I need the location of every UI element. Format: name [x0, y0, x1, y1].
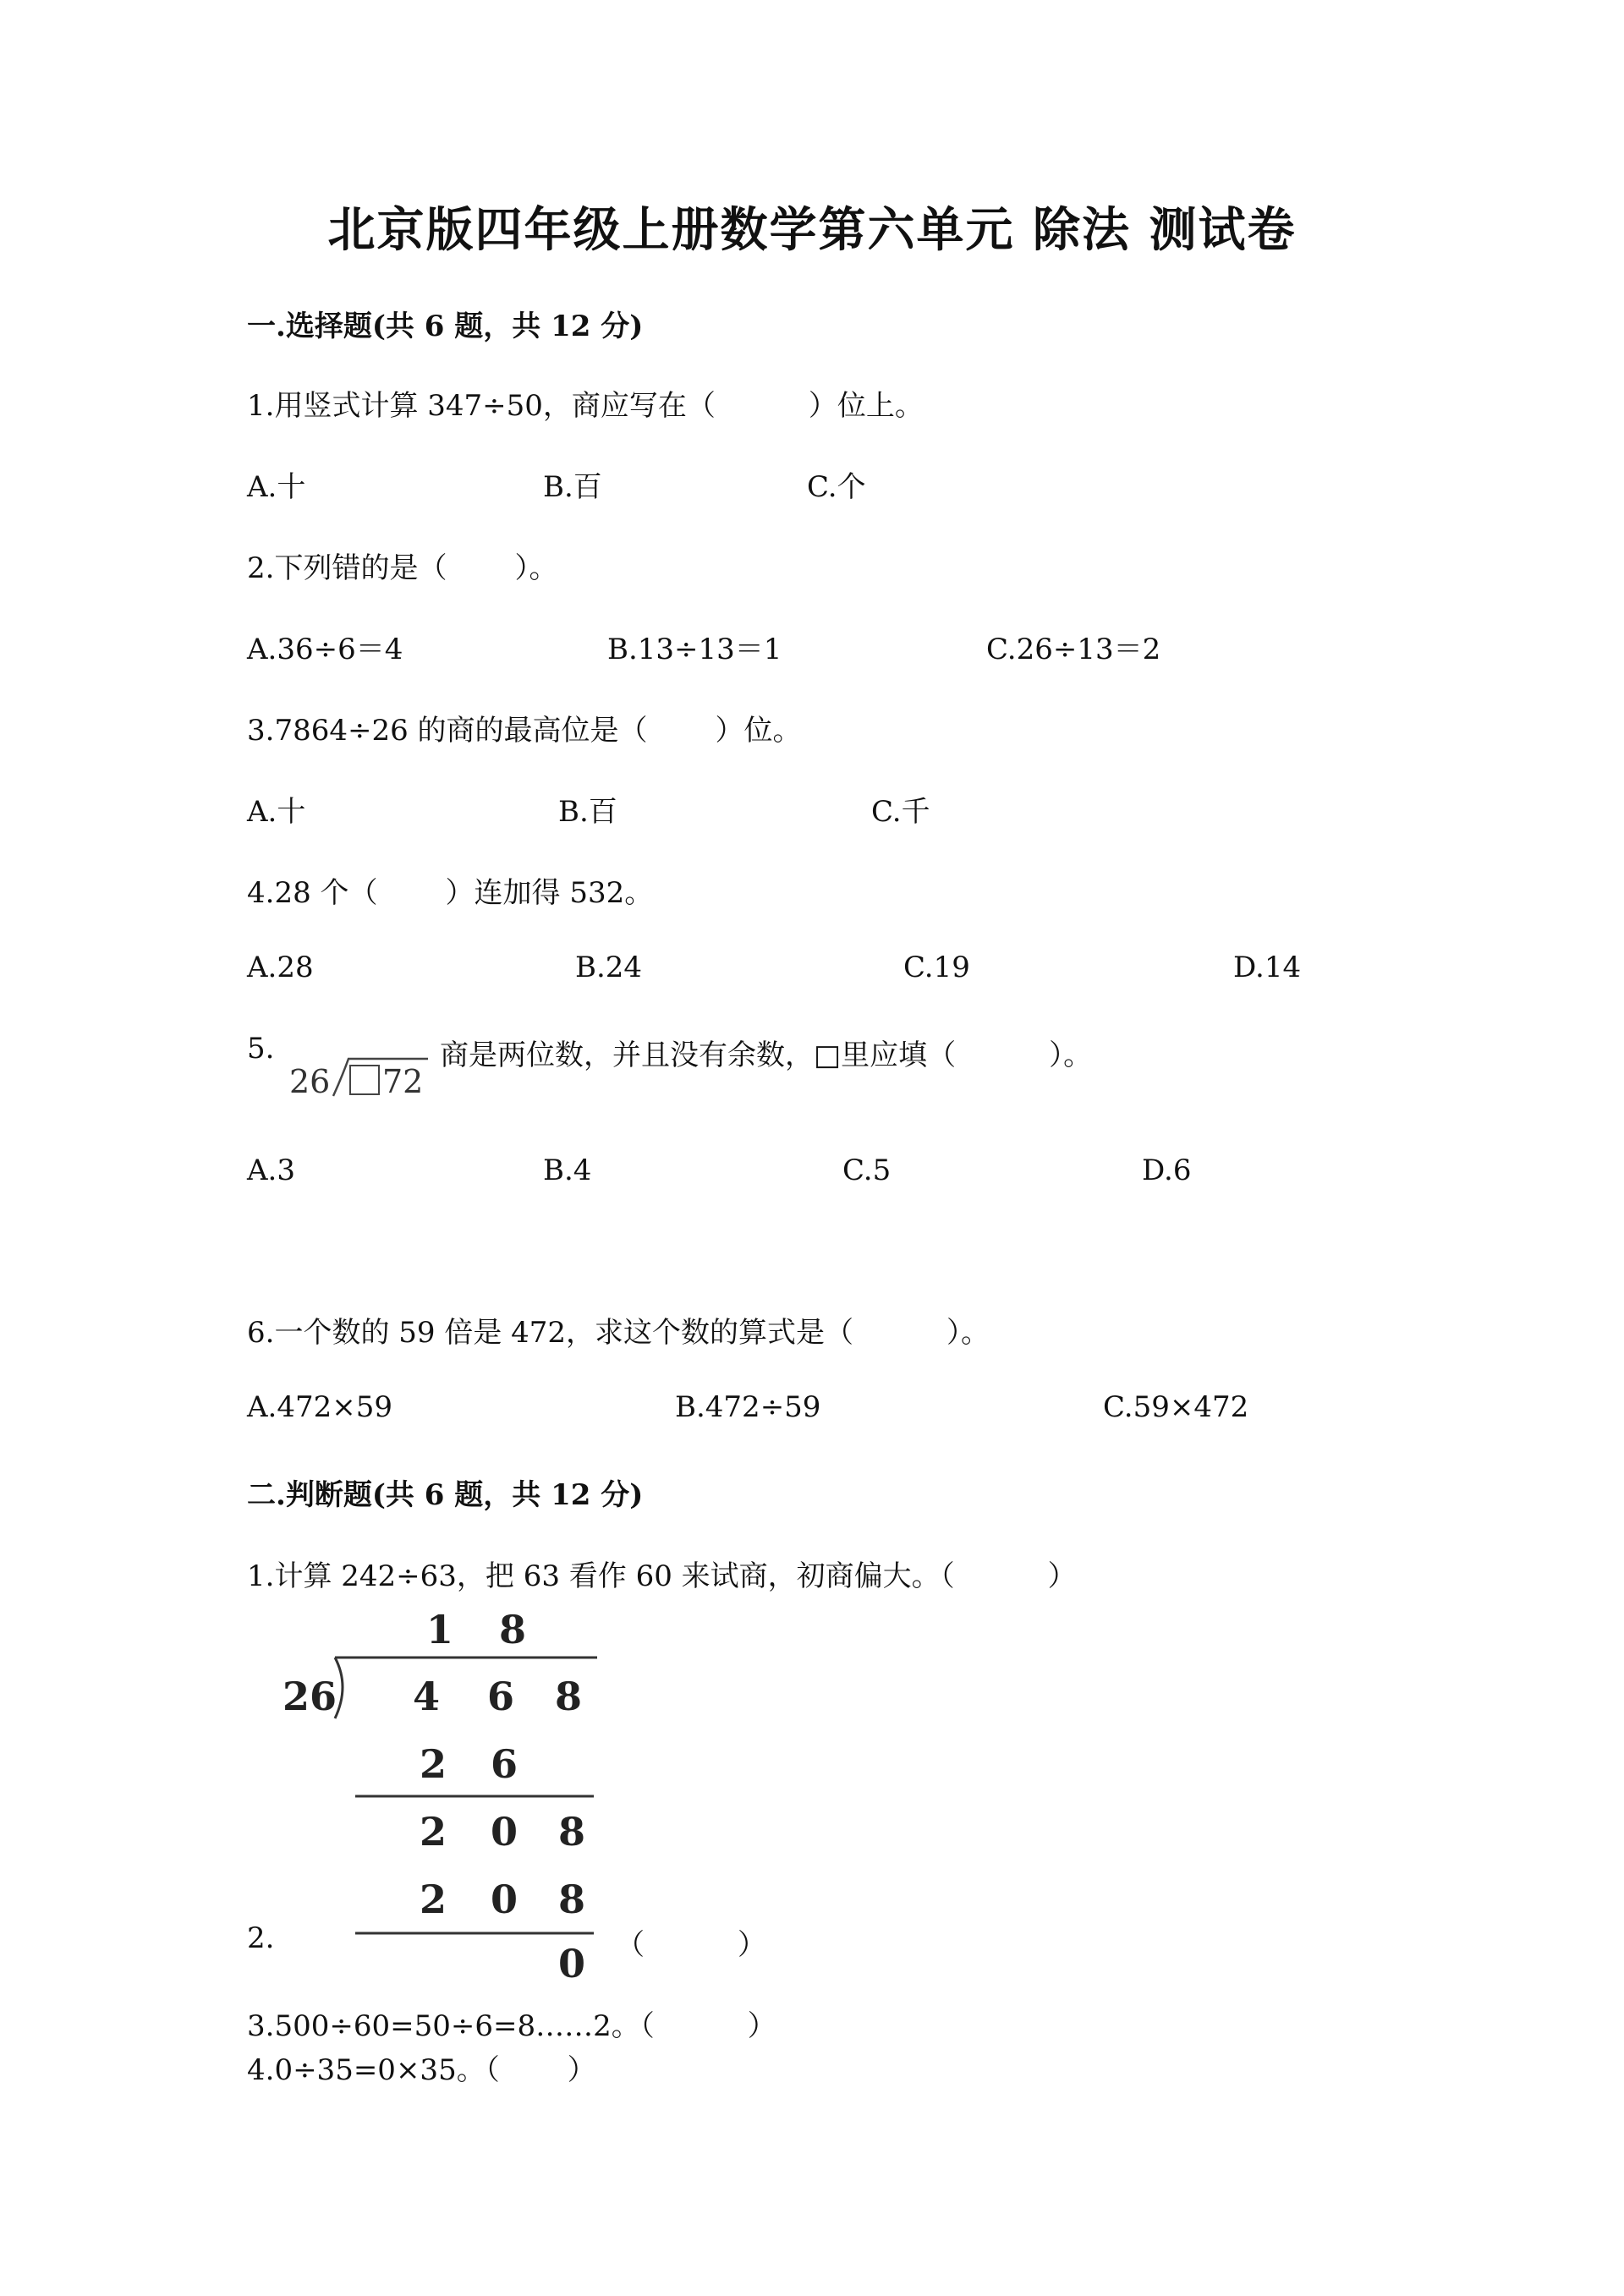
option-b[interactable]: B.百: [543, 470, 602, 504]
question-text: 3.7864÷26 的商的最高位是（: [247, 714, 648, 748]
division-figure-small: [286, 1052, 430, 1101]
quotient-digit: 8: [498, 1607, 527, 1652]
question-text-end: ）。: [1049, 1038, 1093, 1072]
judgment-2: [616, 1921, 766, 1963]
step-digit: 2: [419, 1877, 447, 1922]
long-division-figure: [279, 1605, 609, 1986]
option-a[interactable]: A.28: [247, 951, 314, 984]
option-d[interactable]: D.6: [1142, 1153, 1192, 1187]
option-a[interactable]: A.十: [247, 470, 306, 504]
question-text: 2.下列错的是（: [247, 551, 447, 585]
question-5-number: 5.: [247, 1032, 275, 1066]
question-text: 6.一个数的 59 倍是 472，求这个数的算式是（: [247, 1316, 854, 1350]
step-digit: 2: [419, 1741, 447, 1787]
option-a[interactable]: A.472×59: [247, 1390, 393, 1424]
option-a[interactable]: A.36÷6＝4: [247, 633, 403, 666]
option-b[interactable]: B.4: [543, 1153, 592, 1187]
section-heading-judgment: 二.判断题(共 6 题，共 12 分): [247, 1478, 644, 1512]
final-remainder: 0: [557, 1941, 586, 1986]
question-5: [440, 1032, 1092, 1073]
question-text: 4.0÷35=0×35。（: [247, 2053, 500, 2087]
dividend-text: 72: [382, 1063, 424, 1100]
question-text: （: [616, 1928, 645, 1962]
divisor-text: 26: [289, 1063, 331, 1100]
page-title: 北京版四年级上册数学第六单元 除法 测试卷: [327, 202, 1297, 258]
question-text: 1.计算 242÷63，把 63 看作 60 来试商，初商偏大。（: [247, 1559, 955, 1593]
question-text-end: ）: [567, 2053, 596, 2087]
section-heading-choice: 一.选择题(共 6 题，共 12 分): [247, 310, 644, 343]
option-b[interactable]: B.百: [558, 795, 617, 829]
dividend-digit: 6: [486, 1674, 515, 1719]
option-c[interactable]: C.5: [842, 1153, 892, 1187]
option-c[interactable]: C.19: [903, 951, 970, 984]
question-text-end: ）。: [946, 1316, 990, 1350]
option-c[interactable]: C.千: [871, 795, 930, 829]
question-2: [247, 545, 557, 586]
option-c[interactable]: C.59×472: [1103, 1390, 1249, 1424]
blank-box[interactable]: [350, 1066, 379, 1094]
question-text-end: ）。: [514, 551, 558, 585]
question-text: 1.用竖式计算 347÷50，商应写在（: [247, 389, 716, 423]
remainder-digit: 0: [490, 1809, 518, 1855]
option-d[interactable]: D.14: [1233, 951, 1302, 984]
question-text: 4.28 个（: [247, 876, 378, 910]
question-text: 3.500÷60=50÷6=8……2。（: [247, 2009, 655, 2043]
option-b[interactable]: B.472÷59: [675, 1390, 821, 1424]
option-a[interactable]: A.十: [247, 795, 306, 829]
step-digit: 6: [490, 1741, 518, 1787]
option-c[interactable]: C.个: [807, 470, 866, 504]
judgment-2-number: 2.: [247, 1921, 275, 1955]
option-c[interactable]: C.26÷13＝2: [986, 633, 1161, 666]
question-text-end: ）位。: [715, 714, 802, 748]
step-digit: 0: [490, 1877, 518, 1922]
question-text-end: ）位上。: [808, 389, 924, 423]
step-digit: 8: [557, 1877, 586, 1922]
question-6: [247, 1309, 990, 1351]
quotient-digit: 1: [425, 1607, 454, 1652]
judgment-1: [247, 1553, 1077, 1594]
question-text: 商是两位数，并且没有余数，□里应填（: [440, 1038, 957, 1072]
dividend-digit: 8: [554, 1674, 583, 1719]
question-1: [247, 382, 924, 424]
divisor-text: 26: [283, 1674, 337, 1719]
question-4: [247, 869, 653, 911]
question-3: [247, 707, 802, 748]
question-text-end: ）: [1047, 1559, 1077, 1593]
remainder-digit: 2: [419, 1809, 447, 1855]
remainder-digit: 8: [557, 1809, 586, 1855]
question-text-end: ）连加得 532。: [445, 876, 654, 910]
option-a[interactable]: A.3: [247, 1153, 295, 1187]
judgment-4: [247, 2047, 596, 2088]
question-text-end: ）: [738, 1928, 766, 1962]
judgment-3: [247, 2003, 776, 2044]
option-b[interactable]: B.13÷13＝1: [607, 633, 782, 666]
question-text-end: ）: [747, 2009, 776, 2043]
dividend-digit: 4: [412, 1674, 441, 1719]
option-b[interactable]: B.24: [575, 951, 643, 984]
